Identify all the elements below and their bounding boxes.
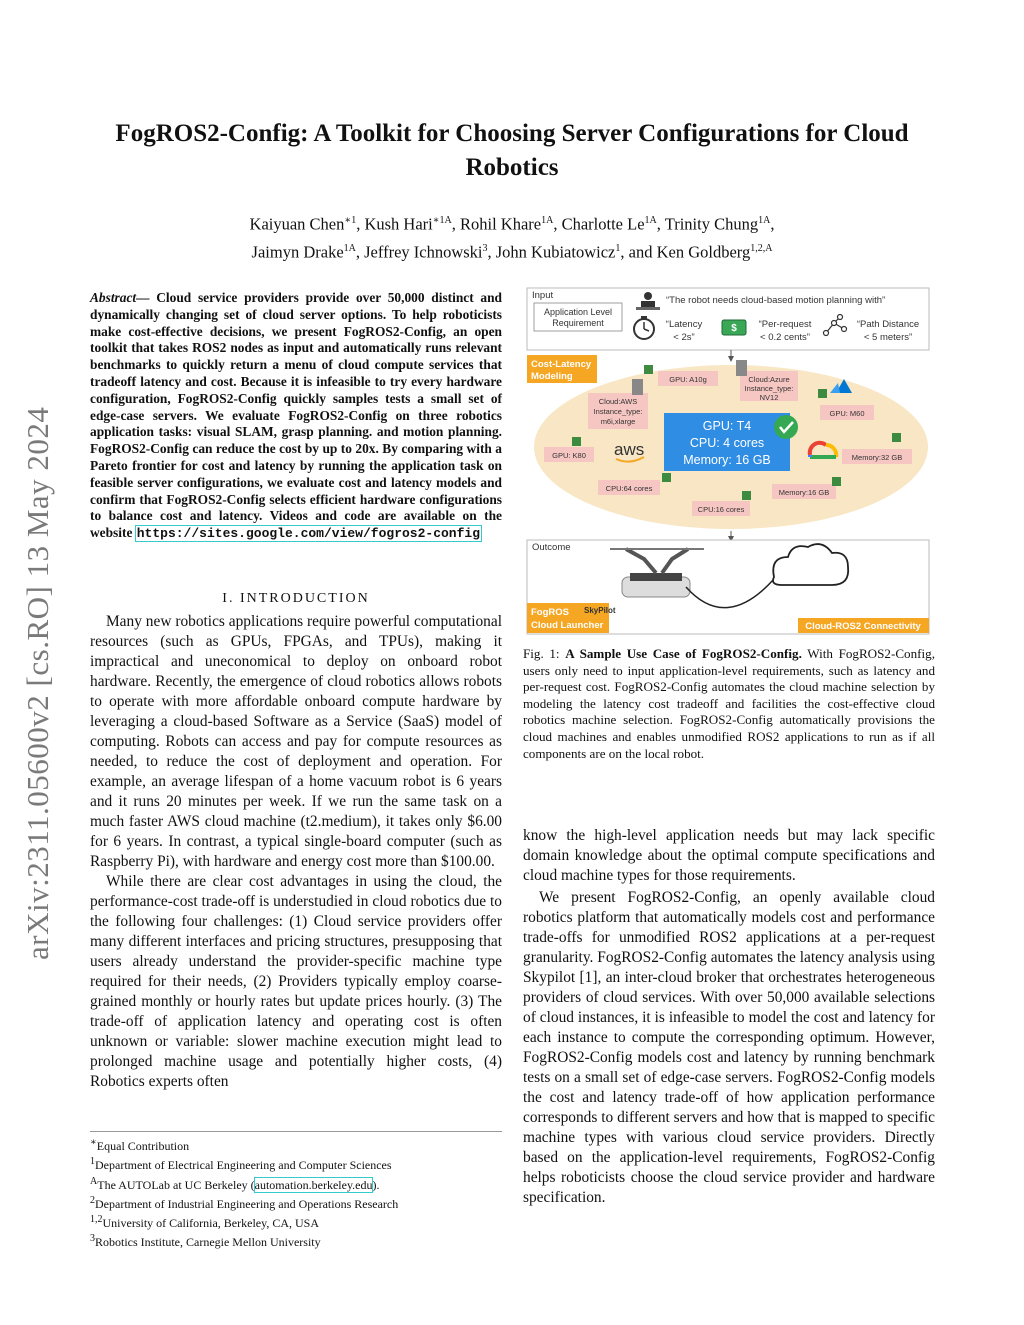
- badge-text: Cloud-ROS2 Connectivity: [805, 621, 921, 632]
- cost-requirement: < 0.2 cents”: [760, 332, 810, 343]
- checkmark-icon: [774, 415, 798, 439]
- tag-text: GPU: A10g: [669, 375, 707, 384]
- tag-text: Instance_type:: [744, 384, 794, 393]
- tag-text: CPU:16 cores: [697, 505, 745, 514]
- author-affiliation: ∗1A: [432, 215, 452, 226]
- author-name: John Kubiatowicz: [495, 242, 616, 261]
- autolab-link[interactable]: automation.berkeley.edu: [254, 1177, 373, 1192]
- author-affiliation: 3: [482, 242, 488, 254]
- latency-requirement: “Latency: [665, 319, 703, 330]
- distance-requirement: “Path Distance: [856, 319, 920, 330]
- footnote: $^{1,2}$University of California, Berkeley, CA, USA: [90, 1214, 320, 1231]
- input-label: Input: [532, 290, 554, 301]
- project-website-link[interactable]: https://sites.google.com/view/fogros2-config: [136, 526, 481, 542]
- arxiv-sidebar-stamp: arXiv:2311.05600v2 [cs.RO] 13 May 2024: [20, 406, 55, 960]
- tag-text: Cloud:Azure: [748, 375, 790, 384]
- tag-text: Instance_type:: [593, 407, 643, 416]
- author-affiliation: 1A: [343, 242, 356, 254]
- footnote: $^1$Department of Electrical Engineering and Computer Sciences: [90, 1156, 392, 1173]
- figure-1-caption: [523, 646, 935, 762]
- tag-text: Memory:16 GB: [778, 488, 830, 497]
- author-affiliation: 1,2,A: [750, 242, 773, 254]
- author-name: Kush Hari: [364, 214, 433, 234]
- author-line-1: Kaiyuan Chen$^{∗1}$, Kush Hari$^{∗1A}$, Rohil Khare$^{1A}$, Charlotte $Le^{1A}$, Trinity Chung$^{1A}$,: [249, 214, 775, 234]
- footnote: ∗Equal Contribution: [90, 1137, 190, 1153]
- section-heading-introduction: I. INTRODUCTION: [222, 591, 370, 606]
- tag-text: NV12: [759, 393, 779, 402]
- cost-requirement: “Per-request: [758, 319, 812, 330]
- author-name: Trinity Chung: [664, 214, 759, 234]
- caption-text: With FogROS2-Config, users only need to input application-level requirements, such as latency and per-request cost. FogROS2-Config automates the cloud machine selection by modeling the latency cost tradeoff and facilities the cost-effective cloud robotics machine selection. FogROS2-Config automatically provisions the cloud machines and enables unmodified ROS2 applications to run as if all components are on the local robot.: [523, 646, 935, 761]
- badge-text: FogROS: [531, 607, 569, 618]
- tag-text: CPU:64 cores: [605, 484, 653, 493]
- tag-text: Memory:32 GB: [851, 453, 903, 462]
- tag-text: Cloud:AWS: [598, 397, 638, 406]
- abstract-lead: Abstract—: [90, 290, 150, 305]
- footnotes: [90, 1131, 502, 1251]
- tag-text: m6i,xlarge: [600, 417, 636, 426]
- author-name: Jeffrey Ichnowski: [364, 242, 483, 261]
- author-affiliation: 1: [615, 242, 621, 254]
- right-paragraph-2: We present FogROS2-Config, an openly available cloud robotics platform that automatically models cost and performance trade-offs for unmodified ROS2 applications at a per-request granularity. FogROS2-Config automates the latency analysis using Skypilot [1], an inter-cloud broker that orchestrates heterogeneous providers of cloud services. With over 50,000 available selections of cloud instances, it is infeasible to model the cost and latency for each instance to compute the corresponding optimum. However, FogROS2-Config models cost and latency by running benchmark tests on a small set of edge-case servers. FogROS2-Config models the cost and latency trade-off of how application performance corresponds to different servers and how that is mapped to specific machine types with various cloud service providers. Directly based on the application-level requirements, FogROS2-Config helps roboticists choose the cloud service provider and hardware specification.: [523, 889, 935, 1206]
- author-list: [100, 209, 924, 264]
- app-requirement-label: Application Level: [543, 307, 613, 317]
- skypilot-logo: SkyPilot: [584, 606, 616, 615]
- author-name: Kaiyuan Chen: [249, 214, 345, 234]
- latency-requirement: < 2s”: [673, 332, 695, 343]
- aws-logo: aws: [614, 440, 645, 459]
- svg-text:$: $: [731, 323, 737, 334]
- author-affiliation: ∗1: [344, 215, 357, 226]
- selected-cpu: CPU: 4 cores: [689, 436, 765, 450]
- author-affiliation: 1A: [758, 215, 771, 226]
- footnote: $^2$Department of Industrial Engineering and Operations Research: [90, 1194, 399, 1211]
- abstract: [90, 290, 502, 543]
- author-line-2: Jaimyn Drake$^{1A}$, Jeffrey Ichnowski$^3$, John Kubiatowicz$^1$, and Ken Goldberg$^{1,2,A}$: [251, 242, 773, 261]
- caption-title: A Sample Use Case of FogROS2-Config.: [565, 646, 802, 661]
- author-name: Charlotte Le: [561, 214, 645, 234]
- intro-paragraph-1: Many new robotics applications require powerful computational resources (such as GPUs, FPGAs, and TPUs), making it impractical and uneconomical to deploy on onboard robot hardware. Recently, the emergence of cloud robotics allows robots to operate with more affordable onboard compute hardware by leveraging a cloud-based Software as a Service (SaaS) model of computing. Robots can access and pay for compute resources as needed, to reduce the cost of deployment and operation. For example, an average lifespan of a home vacuum robot is 6 years and it runs 20 minutes per week. If we run the same task on a much faster AWS cloud machine (t2.medium), it takes only $6.00 for 6 years. In contrast, a typical single-board computer (such as Raspberry Pi), with hardware and energy cost more than $100.00.: [90, 613, 502, 870]
- requirement-quote: “The robot needs cloud-based motion planning with”: [666, 295, 886, 306]
- footnote: $^3$Robotics Institute, Carnegie Mellon University: [90, 1233, 321, 1250]
- badge-text: Modeling: [531, 371, 573, 382]
- tag-text: GPU: M60: [829, 409, 865, 418]
- caption-label: Fig. 1:: [523, 646, 566, 661]
- paper-title: FogROS2-Config: A Toolkit for Choosing Server Configurations for Cloud Robotics: [115, 120, 909, 181]
- abstract-body: Cloud service providers provide over 50,000 distinct and dynamically changing set of cloud server options. To help roboticists make cost-effective decisions, we present FogROS2-Config, an open toolkit that takes ROS2 nodes as input and automatically runs relevant benchmarks to quickly return a menu of cloud compute services that tradeoff latency and cost. Because it is infeasible to try every hardware configuration, FogROS2-Config quickly samples tests a small set of edge-case servers. We evaluate FogROS2-Config on three robotics application tasks: visual SLAM, grasp planning. and motion planning. FogROS2-Config can reduce the cost by up to 20x. By comparing with a Pareto frontier for cost and latency by running the application task on feasible server configurations, we evaluate cost and latency models and confirm that FogROS2-Config selects efficient hardware configurations to balance cost and latency. Videos and code are available on the website: [90, 290, 502, 541]
- introduction-text: [90, 612, 502, 1092]
- author-affiliation: 1A: [541, 215, 554, 226]
- outcome-label: Outcome: [532, 542, 571, 553]
- author-name: Jaimyn Drake: [251, 242, 344, 261]
- figure-1: [526, 287, 930, 635]
- intro-paragraph-2: While there are clear cost advantages in using the cloud, the performance-cost trade-off is understudied in cloud robotics due to the following four challenges: (1) Cloud service providers offer many different interfaces and pricing structures, presupposing that users already understand the provider-specific machine type required for their needs, (2) Providers typically employ coarse-grained monthly or hourly rates but update prices hourly. (3) The trade-off of application latency and operating cost is often unknown or variable: slower machine execution might lead to prolonged machine usage and potentially higher costs, (4) Robotics experts often: [90, 873, 502, 1090]
- tag-text: GPU: K80: [552, 451, 586, 460]
- selected-memory: Memory: 16 GB: [683, 453, 771, 467]
- distance-requirement: < 5 meters”: [863, 332, 913, 343]
- badge-text: Cost-Latency: [531, 359, 592, 370]
- author-name: Rohil Khare: [460, 214, 542, 234]
- author-affiliation: 1A: [644, 215, 657, 226]
- right-column-text: [523, 826, 935, 1208]
- footnote: $^A$The AUTOLab at UC Berkeley (automation.berkeley.edu).: [90, 1175, 380, 1192]
- app-requirement-label: Requirement: [552, 318, 604, 328]
- money-icon: [722, 320, 746, 335]
- author-name: Ken Goldberg: [656, 242, 751, 261]
- selected-gpu: GPU: T4: [702, 419, 752, 433]
- right-paragraph-1: know the high-level application needs but may lack specific domain knowledge about the optimal compute specifications and cloud machine types for those requirements.: [523, 827, 935, 884]
- badge-text: Cloud Launcher: [531, 620, 604, 631]
